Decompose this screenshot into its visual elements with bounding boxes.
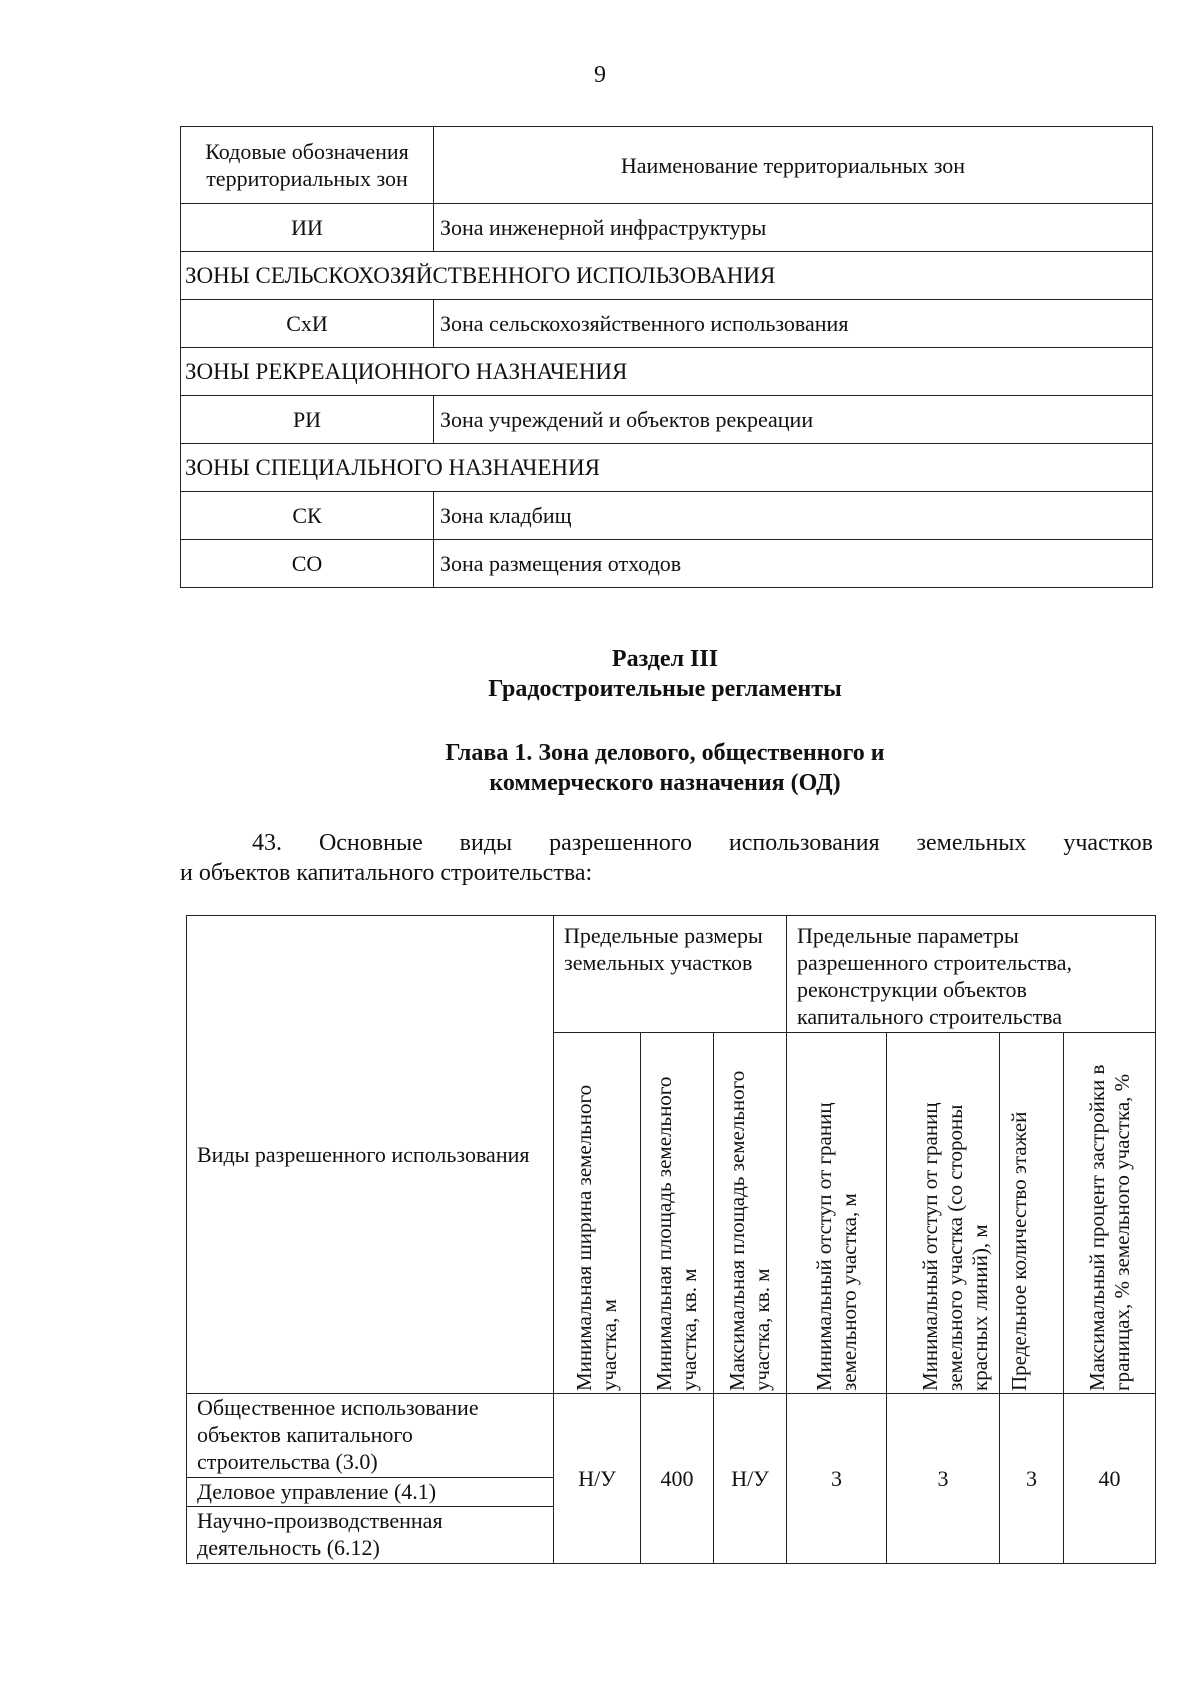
table-row bbox=[181, 492, 1153, 540]
construction-params-group-header: Предельные параметры разрешенного строительства, реконструкции объектов капитального строительства bbox=[787, 916, 1156, 1033]
table-section-row bbox=[181, 252, 1153, 300]
section-title: Раздел III bbox=[611, 646, 719, 672]
column-header-text: Предельное количество этажей bbox=[1006, 1111, 1031, 1391]
use-type: Деловое управление (4.1) bbox=[187, 1478, 554, 1507]
table-row bbox=[181, 396, 1153, 444]
column-header-min-setback-red-lines bbox=[887, 1033, 1000, 1394]
value-min-area: 400 bbox=[641, 1394, 714, 1564]
column-header-text: Минимальная ширина земельного участка, м bbox=[572, 1084, 621, 1391]
column-header-max-area bbox=[714, 1033, 787, 1394]
name-column-header: Наименование территориальных зон bbox=[434, 127, 1153, 204]
column-header-min-width bbox=[554, 1033, 641, 1394]
zone-section-title: ЗОНЫ РЕКРЕАЦИОННОГО НАЗНАЧЕНИЯ bbox=[181, 348, 1153, 396]
value-max-coverage: 40 bbox=[1064, 1394, 1156, 1564]
zone-code: СхИ bbox=[181, 300, 434, 348]
zone-code: СО bbox=[181, 540, 434, 588]
table-header-row bbox=[181, 127, 1153, 204]
section-heading bbox=[0, 644, 1200, 704]
column-header-min-setback bbox=[787, 1033, 887, 1394]
table-row bbox=[181, 204, 1153, 252]
column-header-max-coverage bbox=[1064, 1033, 1156, 1394]
zone-name: Зона сельскохозяйственного использования bbox=[434, 300, 1153, 348]
table-row bbox=[187, 1394, 1156, 1478]
table-row bbox=[181, 540, 1153, 588]
page-number: 9 bbox=[594, 62, 606, 88]
column-header-text: Минимальный отступ от границ земельного участка (со стороны красных линий), м bbox=[918, 1102, 993, 1391]
value-min-setback-red-lines: 3 bbox=[887, 1394, 1000, 1564]
section-subtitle: Градостроительные регламенты bbox=[488, 676, 842, 702]
regulations-table bbox=[186, 915, 1156, 1564]
value-max-floors: 3 bbox=[1000, 1394, 1064, 1564]
value-min-setback: 3 bbox=[787, 1394, 887, 1564]
territorial-zones-table bbox=[180, 126, 1153, 588]
use-type: Научно-производственная деятельность (6.12) bbox=[187, 1507, 554, 1564]
column-header-min-area bbox=[641, 1033, 714, 1394]
uses-column-header: Виды разрешенного использования bbox=[187, 916, 554, 1394]
chapter-title-line-1: Глава 1. Зона делового, общественного и bbox=[445, 740, 885, 766]
zone-name: Зона кладбищ bbox=[434, 492, 1153, 540]
column-header-text: Минимальный отступ от границ земельного участка, м bbox=[811, 1102, 861, 1391]
paragraph-43 bbox=[180, 828, 1153, 888]
table-row bbox=[181, 300, 1153, 348]
zone-name: Зона инженерной инфраструктуры bbox=[434, 204, 1153, 252]
chapter-title-line-2: коммерческого назначения (ОД) bbox=[489, 770, 841, 796]
zone-code: СК bbox=[181, 492, 434, 540]
zone-code: РИ bbox=[181, 396, 434, 444]
column-header-text: Минимальная площадь земельного участка, кв. м bbox=[652, 1076, 701, 1391]
table-header-row bbox=[187, 916, 1156, 1033]
column-header-text: Максимальный процент застройки в границах, % земельного участка, % bbox=[1084, 1064, 1134, 1391]
zone-code: ИИ bbox=[181, 204, 434, 252]
code-column-header: Кодовые обозначения территориальных зон bbox=[181, 127, 434, 204]
use-type: Общественное использование объектов капитального строительства (3.0) bbox=[187, 1394, 554, 1478]
value-min-width: Н/У bbox=[554, 1394, 641, 1564]
table-section-row bbox=[181, 444, 1153, 492]
paragraph-line-1: 43. Основные виды разрешенного использования земельных участков bbox=[252, 830, 1153, 856]
zone-name: Зона учреждений и объектов рекреации bbox=[434, 396, 1153, 444]
column-header-text: Максимальная площадь земельного участка, кв. м bbox=[725, 1070, 774, 1391]
zone-section-title: ЗОНЫ СЕЛЬСКОХОЗЯЙСТВЕННОГО ИСПОЛЬЗОВАНИЯ bbox=[181, 252, 1153, 300]
value-max-area: Н/У bbox=[714, 1394, 787, 1564]
column-header-max-floors bbox=[1000, 1033, 1064, 1394]
zone-section-title: ЗОНЫ СПЕЦИАЛЬНОГО НАЗНАЧЕНИЯ bbox=[181, 444, 1153, 492]
table-section-row bbox=[181, 348, 1153, 396]
chapter-heading bbox=[0, 738, 1200, 798]
paragraph-line-2: и объектов капитального строительства: bbox=[180, 860, 593, 886]
zone-name: Зона размещения отходов bbox=[434, 540, 1153, 588]
plot-size-group-header: Предельные размеры земельных участков bbox=[554, 916, 787, 1033]
